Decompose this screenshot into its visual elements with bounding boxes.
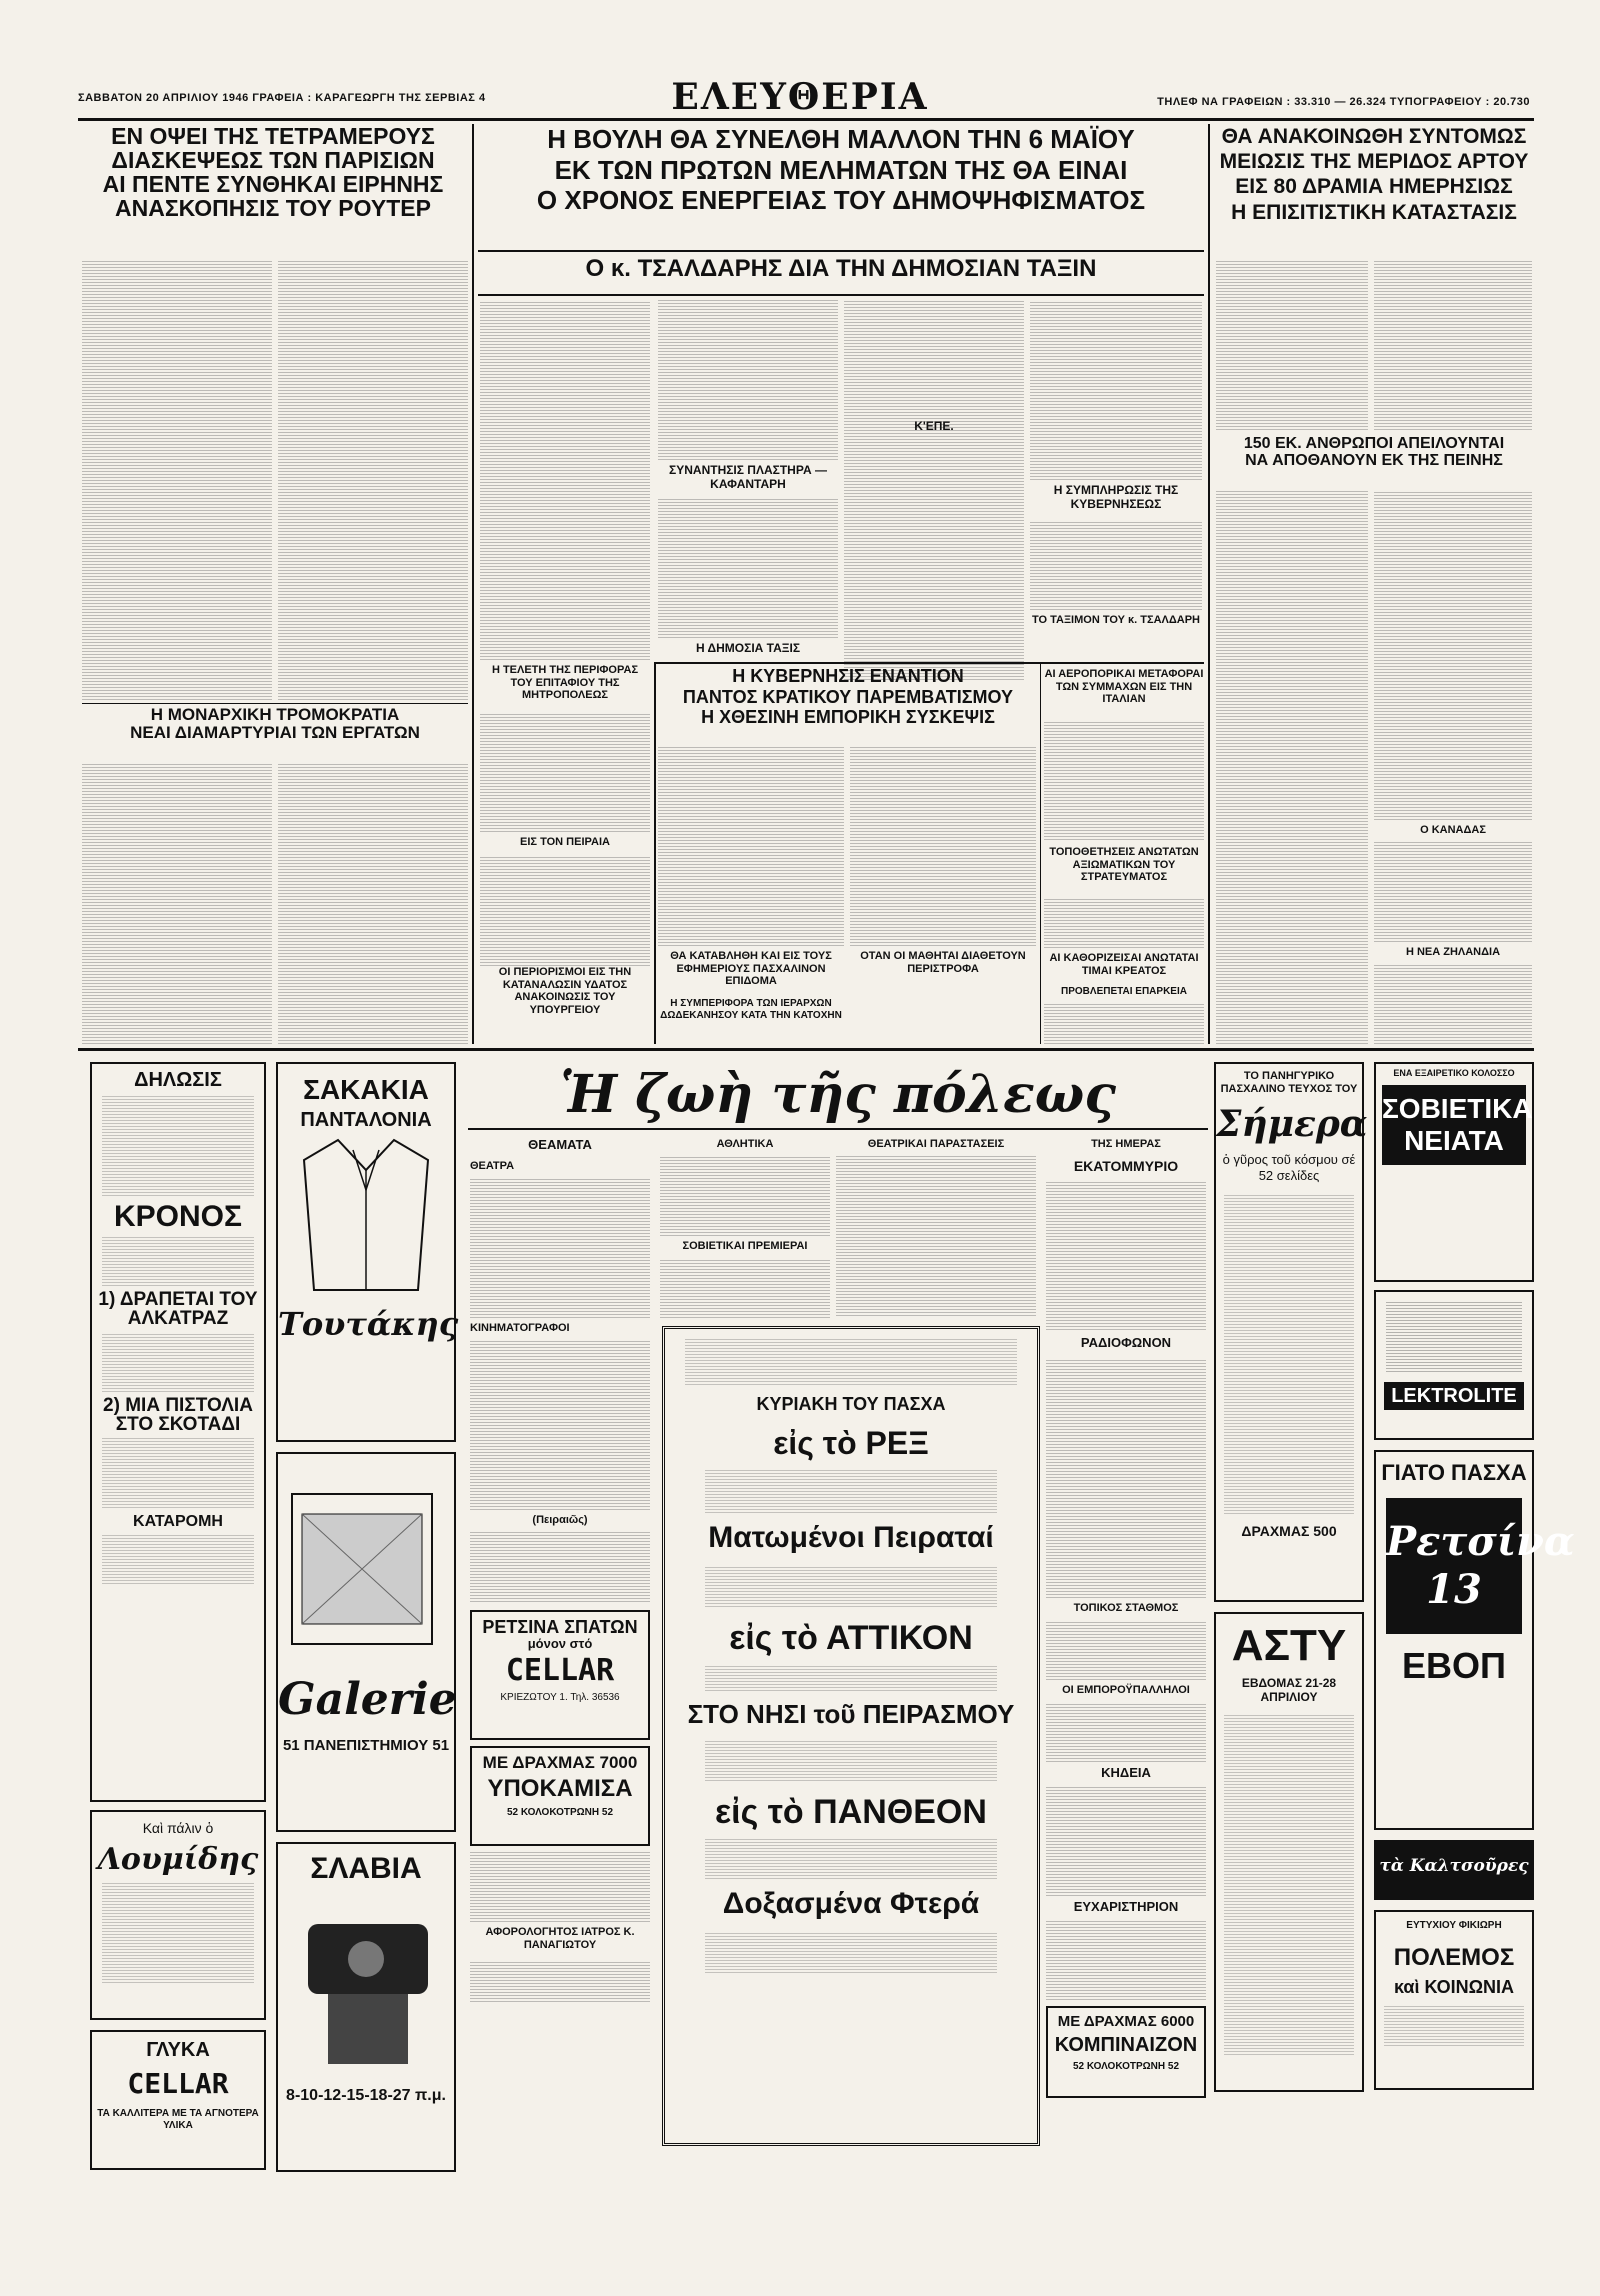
aforologitos-text — [470, 1962, 650, 2002]
sovietika-ad — [1374, 1062, 1534, 1282]
rex-text — [705, 1469, 997, 1513]
center-headline-line1: Η ΒΟΥΛΗ ΘΑ ΣΥΝΕΛΘΗ ΜΑΛΛΟΝ ΤΗΝ 6 ΜΑΪΟΥ — [547, 124, 1135, 154]
right-headline-line1: ΘΑ ΑΝΑΚΟΙΝΩΘΗ ΣΥΝΤΟΜΩΣ — [1221, 125, 1527, 148]
sub-emporoypalliloi: ΟΙ ΕΜΠΟΡΟΫΠΑΛΛΗΛΟΙ — [1062, 1684, 1190, 1696]
galerie-address: 51 ΠΑΝΕΠΙΣΤΗΜΙΟΥ 51 — [282, 1737, 450, 1754]
section-theamata: ΘΕΑΜΑΤΑ — [528, 1137, 592, 1152]
slavia-hours: 8-10-12-15-18-27 π.μ. — [286, 2087, 446, 2104]
kataromi-title: ΚΑΤΑΡΟΜΗ — [133, 1513, 223, 1530]
rex-cinema: εἰς τὸ ΡΕΞ — [773, 1425, 929, 1461]
attikon-text — [705, 1665, 997, 1691]
center-body-d — [844, 300, 1024, 680]
lektrolite-title: LEKTROLITE — [1384, 1382, 1524, 1410]
center-sub-taximon: ΤΟ ΤΑΞΙΜΟΝ ΤΟΥ κ. ΤΣΑΛΔΑΡΗ — [1032, 614, 1200, 626]
asty-week: ΕΒΔΟΜΑΣ 21-28 ΑΠΡΙΛΙΟΥ — [1241, 1676, 1337, 1705]
retsina-cellar: CELLAR — [505, 1652, 615, 1688]
center-sub-aeroporikai: ΑΙ ΑΕΡΟΠΟΡΙΚΑΙ ΜΕΤΑΦΟΡΑΙ ΤΩΝ ΣΥΜΜΑΧΩΝ ΕΙΣ ΤΗΝ ΙΤΑΛΙΑΝ — [1044, 668, 1204, 706]
center-sub-mathitai: ΟΤΑΝ ΟΙ ΜΑΘΗΤΑΙ ΔΙΑΘΕΤΟΥΝ ΠΕΡΙΣΤΡΟΦΑ — [860, 950, 1026, 975]
sub-ekatommyrio: ΕΚΑΤΟΜΜΥΡΙΟ — [1073, 1158, 1179, 1174]
center-sub-eparkeia: ΠΡΟΒΛΕΠΕΤΑΙ ΕΠΑΡΚΕΙΑ — [1061, 986, 1187, 997]
polemos-ad — [1374, 1910, 1534, 2090]
dilosis-title: ΔΗΛΩΣΙΣ — [134, 1069, 222, 1091]
right-body-e — [1374, 842, 1532, 942]
kataromi-text — [102, 1534, 254, 1584]
center-body-h — [480, 856, 650, 966]
polemos-title: ΠΟΛΕΜΟΣ — [1393, 1944, 1515, 1971]
kombinezon-ad — [1046, 2006, 1206, 2098]
city-life-title: Ἡ ζωὴ τῆς πόλεως — [560, 1064, 1116, 1125]
center-headline-line2: ΕΚ ΤΩΝ ΠΡΩΤΩΝ ΜΕΛΗΜΑΤΩΝ ΤΗΣ ΘΑ ΕΙΝΑΙ — [554, 154, 1128, 185]
right-headline-line4: Η ΕΠΙΣΙΤΙΣΤΙΚΗ ΚΑΤΑΣΤΑΣΙΣ — [1231, 200, 1517, 224]
retsina13-ad — [1374, 1450, 1575, 1830]
kronos-item-2-text — [102, 1438, 254, 1508]
ypokamisa-address: 52 ΚΟΛΟΚΟΤΡΩΝΗ 52 — [506, 1807, 614, 1818]
right-sub2-line2: ΝΑ ΑΠΟΘΑΝΟΥΝ ΕΚ ΤΗΣ ΠΕΙΝΗΣ — [1245, 451, 1503, 469]
right-sub-kanadas: Ο ΚΑΝΑΔΑΣ — [1420, 824, 1486, 836]
col1-divider — [82, 703, 468, 704]
pantheon-film: Δοξασμένα Φτερά — [722, 1887, 980, 1920]
loumidis-ad — [90, 1810, 266, 2020]
center-inner-divider — [654, 662, 656, 1044]
right-body-b — [1374, 260, 1532, 430]
center-sub-topothetiseis: ΤΟΠΟΘΕΤΗΣΕΙΣ ΑΝΩΤΑΤΩΝ ΑΞΙΩΜΑΤΙΚΩΝ ΤΟΥ ΣΤΡΑΤΕΥΜΑΤΟΣ — [1049, 846, 1199, 884]
sub-efxaristirion: ΕΥΧΑΡΙΣΤΗΡΙΟΝ — [1073, 1899, 1179, 1914]
center-sub-taxis: Η ΔΗΜΟΣΙΑ ΤΑΞΙΣ — [695, 641, 801, 655]
slavia-ad — [276, 1842, 456, 2172]
asty-title: ΑΣΤΥ — [1231, 1621, 1347, 1670]
slavia-title: ΣΛΑΒΙΑ — [310, 1852, 422, 1885]
right-headline-line3: ΕΙΣ 80 ΔΡΑΜΙΑ ΗΜΕΡΗΣΙΩΣ — [1235, 175, 1513, 199]
kaltsoures-title: τὰ Καλτσοῦρες — [1379, 1856, 1529, 1876]
right-headline — [1214, 124, 1534, 252]
glyka-cellar: CELLAR — [127, 2067, 229, 2100]
col1-subhead — [82, 706, 468, 758]
kinimatografoi-text — [470, 1340, 650, 1510]
right-body-f — [1374, 964, 1532, 1044]
col-divider-2 — [1208, 124, 1210, 1044]
simera-contents — [1224, 1194, 1354, 1514]
rex-film: Ματωμένοι Πειραταί — [708, 1521, 994, 1554]
loumidis-title: Λουμίδης — [97, 1841, 259, 1877]
gift-box-illustration — [278, 1454, 454, 1664]
masthead-phones: ΤΗΛΕΦ ΝΑ ΓΡΑΦΕΙΩΝ : 33.310 — 26.324 ΤΥΠΟΓΡΑΦΕΙΟΥ : 20.730 — [1157, 96, 1530, 108]
sewing-machine-illustration — [278, 1884, 454, 2084]
section-athlitika: ΑΘΛΗΤΙΚΑ — [716, 1138, 774, 1150]
kronos-item-1-text — [102, 1332, 254, 1392]
theatrikai-text — [836, 1156, 1036, 1316]
glyka-ad — [90, 2030, 266, 2170]
right-body-d — [1374, 490, 1532, 820]
ypokamisa-ad — [470, 1746, 650, 1846]
col1-headline-line1: ΕΝ ΟΨΕΙ ΤΗΣ ΤΕΤΡΑΜΕΡΟΥΣ — [111, 123, 435, 149]
col1-body-text-a — [82, 260, 272, 700]
pantalonia-title: ΠΑΝΤΑΛΟΝΙΑ — [300, 1109, 432, 1131]
center-rule-1 — [478, 250, 1204, 252]
center-sub-kyvernisi: Η ΣΥΜΠΛΗΡΩΣΙΣ ΤΗΣ ΚΥΒΕΡΝΗΣΕΩΣ — [1053, 483, 1179, 511]
kronos-ad — [90, 1062, 266, 1802]
gia-pasxa: ΓΙΑΤΟ ΠΑΣΧΑ — [1381, 1460, 1527, 1485]
kronos-title: ΚΡΟΝΟΣ — [113, 1200, 242, 1233]
center-sub-epidoma: ΘΑ ΚΑΤΑΒΛΗΘΗ ΚΑΙ ΕΙΣ ΤΟΥΣ ΕΦΗΜΕΡΙΟΥΣ ΠΑΣΧΑΛΙΝΟΝ ΕΠΙΔΟΜΑ — [670, 950, 832, 988]
center-second-headline — [658, 666, 1038, 742]
sub-topikos: ΤΟΠΙΚΟΣ ΣΤΑΘΜΟΣ — [1073, 1602, 1179, 1614]
lektrolite-ad — [1374, 1290, 1534, 1440]
center-sub-peiraia: ΕΙΣ ΤΟΝ ΠΕΙΡΑΙΑ — [520, 836, 610, 848]
kronos-item-1: 1) ΔΡΑΠΕΤΑΙ ΤΟΥ ΑΛΚΑΤΡΑΖ — [98, 1289, 258, 1329]
section-theatrikai: ΘΕΑΤΡΙΚΑΙ ΠΑΡΑΣΤΑΣΕΙΣ — [867, 1138, 1005, 1150]
col-divider-1 — [472, 124, 474, 1044]
efxaristirion-text — [1046, 1920, 1206, 2000]
simera-price: ΔΡΑΧΜΑΣ 500 — [1241, 1522, 1337, 1539]
topikos-text — [1046, 1620, 1206, 1680]
center-sub-times: ΑΙ ΚΑΘΟΡΙΖΕΙΣΑΙ ΑΝΩΤΑΤΑΙ ΤΙΜΑΙ ΚΡΕΑΤΟΣ — [1049, 952, 1199, 977]
col1-body-text-d — [278, 762, 468, 1044]
right-sub2-line1: 150 ΕΚ. ΑΝΘΡΩΠΟΙ ΑΠΕΙΛΟΥΝΤΑΙ — [1243, 435, 1505, 452]
center-body-g — [480, 712, 650, 832]
kombinezon-price: ΜΕ ΔΡΑΧΜΑΣ 6000 — [1057, 2013, 1195, 2030]
attikon-intro — [705, 1567, 997, 1607]
center-body-m — [1044, 1004, 1204, 1044]
center-body-e — [1030, 300, 1202, 480]
polemos-text — [1384, 2006, 1524, 2046]
retsina13-title: Ρετσίνα 13 — [1386, 1498, 1522, 1634]
col1-headline — [78, 124, 468, 256]
retsina-ad — [470, 1610, 650, 1740]
center-body-j — [850, 746, 1036, 946]
center-body-a — [480, 300, 650, 660]
retsina-address: ΚΡΙΕΖΩΤΟΥ 1. Τηλ. 36536 — [500, 1691, 620, 1703]
simera-top: ΤΟ ΠΑΝΗΓΥΡΙΚΟ ΠΑΣΧΑΛΙΝΟ ΤΕΥΧΟΣ ΤΟΥ — [1220, 1070, 1358, 1096]
center-second-headline-line3: Η ΧΘΕΣΙΝΗ ΕΜΠΟΡΙΚΗ ΣΥΣΚΕΨΙΣ — [701, 707, 995, 728]
retsina-sub: μόνον στό — [527, 1636, 593, 1651]
dilosis-text — [102, 1096, 254, 1196]
right-body-c — [1216, 490, 1368, 1044]
center-sub-ierarxes: Η ΣΥΜΠΕΡΙΦΟΡΑ ΤΩΝ ΙΕΡΑΡΧΩΝ ΔΩΔΕΚΑΝΗΣΟΥ ΚΑΤΑ ΤΗΝ ΚΑΤΟΧΗΝ — [660, 998, 842, 1021]
kai-palin: Καὶ πάλιν ὁ — [142, 1820, 214, 1836]
sub-theatra: ΘΕΑΤΡΑ — [470, 1160, 515, 1172]
pantheon-text — [705, 1839, 997, 1879]
right-sub-zilandia: Η ΝΕΑ ΖΗΛΑΝΔΙΑ — [1405, 946, 1501, 958]
section-tis-imeras: ΤΗΣ ΗΜΕΡΑΣ — [1091, 1138, 1161, 1150]
kideia-text — [1046, 1786, 1206, 1896]
col1-headline-line4: ΑΝΑΣΚΟΠΗΣΙΣ ΤΟΥ ΡΟΥΤΕΡ — [115, 195, 431, 222]
center-rule-2 — [478, 294, 1204, 296]
masthead-rule — [78, 118, 1534, 121]
center-deck: Ο κ. ΤΣΑΛΔΑΡΗΣ ΔΙΑ ΤΗΝ ΔΗΜΟΣΙΑΝ ΤΑΞΙΝ — [585, 255, 1097, 282]
lower-section-rule — [78, 1048, 1534, 1051]
asty-contents — [1224, 1715, 1354, 2055]
right-body-a — [1216, 260, 1368, 430]
center-headline-line3: Ο ΧΡΟΝΟΣ ΕΝΕΡΓΕΙΑΣ ΤΟΥ ΔΗΜΟΨΗΦΙΣΜΑΤΟΣ — [536, 185, 1146, 216]
center-rule-3 — [656, 662, 1204, 664]
col1-headline-line2: ΔΙΑΣΚΕΨΕΩΣ ΤΩΝ ΠΑΡΙΣΙΩΝ — [111, 147, 435, 174]
suit-illustration — [278, 1130, 454, 1300]
right-headline-line2: ΜΕΙΩΣΙΣ ΤΗΣ ΜΕΡΙΔΟΣ ΑΡΤΟΥ — [1219, 150, 1529, 174]
asty-ad — [1214, 1612, 1364, 2092]
glyka-sub: ΤΑ ΚΑΛΛΙΤΕΡΑ ΜΕ ΤΑ ΑΓΝΟΤΕΡΑ ΥΛΙΚΑ — [97, 2108, 259, 2131]
lektrolite-image — [1386, 1302, 1522, 1372]
center-sub-plastiras: ΣΥΝΑΝΤΗΣΙΣ ΠΛΑΣΤΗΡΑ — ΚΑΦΑΝΤΑΡΗ — [669, 463, 827, 491]
simera-title: Σήμερα — [1216, 1103, 1368, 1146]
center-body-c — [658, 498, 838, 638]
misc-classifieds — [470, 1852, 650, 1922]
sovietikai-text — [660, 1258, 830, 1318]
center-headline — [478, 124, 1204, 250]
city-life-banner — [468, 1060, 1208, 1130]
center-sub-kepe: Κ'ΕΠΕ. — [914, 419, 954, 433]
cinema-intro-text — [685, 1339, 1017, 1385]
col1-subhead-line1: Η ΜΟΝΑΡΧΙΚΗ ΤΡΟΜΟΚΡΑΤΙΑ — [150, 705, 400, 724]
koinonia-title: καὶ ΚΟΙΝΩΝΙΑ — [1393, 1977, 1515, 1997]
glyka-title: ΓΛΥΚΑ — [146, 2039, 210, 2061]
peiraios-text — [470, 1532, 650, 1602]
aforologitos-title: ΑΦΟΡΟΛΟΓΗΤΟΣ ΙΑΤΡΟΣ Κ. ΠΑΝΑΓΙΩΤΟΥ — [485, 1926, 635, 1951]
col1-subhead-line2: ΝΕΑΙ ΔΙΑΜΑΡΤΥΡΙΑΙ ΤΩΝ ΕΡΓΑΤΩΝ — [130, 722, 420, 742]
col1-body-text-c — [82, 762, 272, 1044]
sakakia-title: ΣΑΚΑΚΙΑ — [303, 1074, 429, 1105]
sub-peiraios: (Πειραιῶς) — [532, 1514, 588, 1526]
eftychiou-title: ΕΥΤΥΧΙΟΥ ΦΙΚΙΩΡΗ — [1406, 1920, 1502, 1931]
simera-ad — [1214, 1062, 1368, 1602]
athlitika-text — [660, 1156, 830, 1236]
pantheon-cinema: εἰς τὸ ΠΑΝΘΕΟΝ — [715, 1793, 987, 1831]
simera-pages: ὁ γῦρος τοῦ κόσμου σέ 52 σελίδες — [1222, 1152, 1356, 1183]
pantheon-intro — [705, 1741, 997, 1781]
kyriaki-title: ΚΥΡΙΑΚΗ ΤΟΥ ΠΑΣΧΑ — [756, 1394, 946, 1414]
sub-radiofonon: ΡΑΔΙΟΦΩΝΟΝ — [1080, 1335, 1172, 1350]
attikon-cinema: εἰς τὸ ΑΤΤΙΚΟΝ — [729, 1619, 973, 1657]
center-body-b — [658, 300, 838, 460]
sub-kinimatografoi: ΚΙΝΗΜΑΤΟΓΡΑΦΟΙ — [470, 1322, 570, 1334]
toutakis-title: Τουτάκης — [278, 1305, 459, 1343]
radiofonon-text — [1046, 1358, 1206, 1598]
kronos-item-2: 2) ΜΙΑ ΠΙΣΤΟΛΙΑ ΣΤΟ ΣΚΟΤΑΔΙ — [103, 1395, 253, 1435]
masthead-date-address: ΣΑΒΒΑΤΟΝ 20 ΑΠΡΙΛΙΟΥ 1946 ΓΡΑΦΕΙΑ : ΚΑΡΑΓΕΩΡΓΗ ΤΗΣ ΣΕΡΒΙΑΣ 4 — [78, 92, 486, 104]
center-body-k — [1044, 720, 1204, 840]
center-sub-teleti: Η ΤΕΛΕΤΗ ΤΗΣ ΠΕΡΙΦΟΡΑΣ ΤΟΥ ΕΠΙΤΑΦΙΟΥ ΤΗΣ ΜΗΤΡΟΠΟΛΕΩΣ — [491, 664, 639, 702]
loumidis-text — [102, 1883, 254, 1983]
ekatommyrio-text — [1046, 1180, 1206, 1330]
center-second-headline-line2: ΠΑΝΤΟΣ ΚΡΑΤΙΚΟΥ ΠΑΡΕΜΒΑΤΙΣΜΟΥ — [682, 686, 1014, 707]
sub-kideia: ΚΗΔΕΙΑ — [1101, 1765, 1151, 1780]
evop-title: ΕΒΟΠ — [1401, 1645, 1506, 1686]
retsina-title: ΡΕΤΣΙΝΑ ΣΠΑΤΩΝ — [482, 1617, 638, 1637]
galerie-ad — [276, 1452, 456, 1832]
toutakis-ad — [276, 1062, 459, 1442]
cinema-footer-text — [705, 1933, 997, 1973]
cinema-ad — [662, 1326, 1040, 2146]
center-inner-divider-2 — [1040, 664, 1041, 1044]
kronos-text — [102, 1236, 254, 1286]
theatra-text — [470, 1178, 650, 1318]
newspaper-title: ΕΛΕΥΘΕΡΙΑ — [671, 76, 929, 118]
ypokamisa-title: ΥΠΟΚΑΜΙΣΑ — [487, 1775, 633, 1802]
kombinezon-address: 52 ΚΟΛΟΚΟΤΡΩΝΗ 52 — [1072, 2061, 1180, 2072]
col1-body-text-b — [278, 260, 468, 700]
center-body-f — [1030, 520, 1202, 610]
kombinezon-title: ΚΟΜΠΙΝΑΙΖΟΝ — [1054, 2034, 1198, 2056]
emporoypalliloi-text — [1046, 1702, 1206, 1762]
right-sub2 — [1214, 436, 1534, 486]
ypokamisa-price: ΜΕ ΔΡΑΧΜΑΣ 7000 — [482, 1753, 638, 1772]
sovietika-top: ΕΝΑ ΕΞΑΙΡΕΤΙΚΟ ΚΟΛΟΣΣΟ — [1393, 1068, 1515, 1078]
galerie-title: Galerie — [278, 1674, 457, 1725]
attikon-film: ΣΤΟ ΝΗΣΙ τοῦ ΠΕΙΡΑΣΜΟΥ — [687, 1699, 1015, 1729]
center-body-l — [1044, 898, 1204, 948]
center-sub-perioris: ΟΙ ΠΕΡΙΟΡΙΣΜΟΙ ΕΙΣ ΤΗΝ ΚΑΤΑΝΑΛΩΣΙΝ ΥΔΑΤΟΣ ΑΝΑΚΟΙΝΩΣΙΣ ΤΟΥ ΥΠΟΥΡΓΕΙΟΥ — [498, 966, 632, 1016]
center-second-headline-line1: Η ΚΥΒΕΡΝΗΣΙΣ ΕΝΑΝΤΙΟΝ — [732, 666, 964, 686]
sub-sovietikai: ΣΟΒΙΕΤΙΚΑΙ ΠΡΕΜΙΕΡΑΙ — [682, 1240, 808, 1252]
col1-headline-line3: ΑΙ ΠΕΝΤΕ ΣΥΝΘΗΚΑΙ ΕΙΡΗΝΗΣ — [102, 171, 444, 198]
center-body-i — [658, 746, 844, 946]
sovietika-title: ΣΟΒΙΕΤΙΚΑ ΝΕΙΑΤΑ — [1382, 1085, 1526, 1165]
kaltsoures-ad — [1374, 1840, 1534, 1900]
